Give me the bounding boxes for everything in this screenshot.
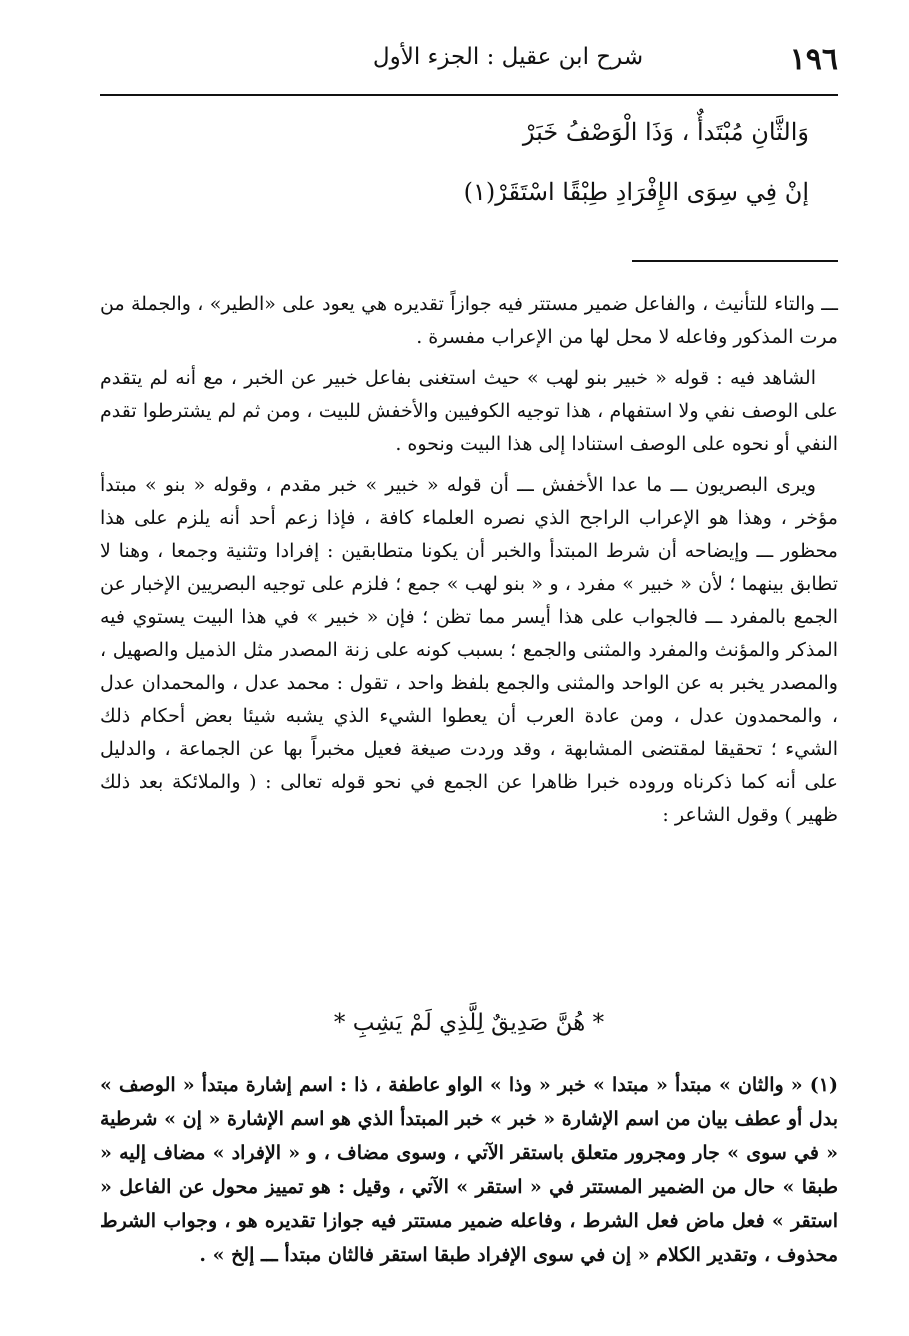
footnote-block [100,1068,838,1272]
commentary-paragraph-1: ـــ والتاء للتأنيث ، والفاعل ضمير مستتر فيه جوازاً تقديره هي يعود على «الطير» ، والجملة من مرت المذكور وفاعله لا محل لها من الإعراب مفسرة . [100,293,838,348]
footnote-text: (١) « والثان » مبتدأ « مبتدا » خبر « وذا » الواو عاطفة ، ذا : اسم إشارة مبتدأ « الوصف » بدل أو عطف بيان من اسم الإشارة « خبر » خبر المبتدأ الذي هو اسم الإشارة « إن » شرطية « في سوى » جار ومجرور متعلق باستقر الآتي ، وسوى مضاف ، و « الإفراد » مضاف إليه « طبقا » حال من الضمير المستتر في « استقر » الآتي ، وقيل : هو تمييز محول عن الفاعل « استقر » فعل ماض فعل الشرط ، وفاعله ضمير مستتر فيه جوازا تقديره هو ، وجواب الشرط محذوف ، وتقدير الكلام « إن في سوى الإفراد طبقا استقر فالثان مبتدأ ـــ إلخ » . [100,1074,838,1266]
commentary-paragraph-3: ويرى البصريون ـــ ما عدا الأخفش ـــ أن قوله « خبير » خبر مقدم ، وقوله « بنو » مبتدأ مؤخر ، وهذا هو الإعراب الراجح الذي نصره العلماء كافة ، فإذا زعم أحد أنه يلزم على هذا محظور ـــ وإيضاحه أن شرط المبتدأ والخبر أن يكونا متطابقين : إفرادا وتثنية وجمعا ، وهنا لا تطابق بينهما ؛ لأن « خبير » مفرد ، و « بنو لهب » جمع ؛ فلزم على توجيه البصريين الإخبار عن الجمع بالمفرد ـــ فالجواب على هذا أيسر مما تظن ؛ فإن « خبير » في هذا البيت يستوي فيه المذكر والمؤنث والمفرد والمثنى والجمع ؛ بسبب كونه على زنة المصدر مثل الذميل والصهيل ، والمصدر يخبر به عن الواحد والمثنى والجمع بلفظ واحد ، تقول : محمد عدل ، والمحمدان عدل ، والمحمدون عدل ، ومن عادة العرب أن يعطوا الشيء الذي يشبه شيئا بعض أحكام ذلك الشيء ؛ تحقيقا لمقتضى المشابهة ، وقد وردت صيغة فعيل مخبراً بها عن الجماعة ، والدليل على أنه كما ذكرناه وروده خبرا ظاهرا عن الجمع في نحو قوله تعالى : ( والملائكة بعد ذلك ظهير ) وقول الشاعر : [100,474,838,826]
footnote-divider [632,260,838,262]
verse-line-1: وَالثَّانِ مُبْتَدأٌ ، وَذَا الْوَصْفُ خَبَرْ [522,118,809,146]
quoted-poem-line: * هُنَّ صَدِيقٌ لِلَّذِي لَمْ يَشِبِ * [333,1010,605,1036]
verse-line-2: إنْ فِي سِوَى الإِفْرَادِ طِبْقًا اسْتَقَرْ(١) [463,178,809,206]
page-header [100,40,838,96]
commentary-paragraph-2: الشاهد فيه : قوله « خبير بنو لهب » حيث استغنى بفاعل خبير عن الخبر ، مع أنه لم يتقدم على الوصف نفي ولا استفهام ، هذا توجيه الكوفيين والأخفش للبيت ، ومن ثم لم يشترطوا تقدم النفي أو نحوه على الوصف استنادا إلى هذا البيت ونحوه . [100,367,838,455]
page-number: ١٩٦ [789,42,838,77]
commentary-block [100,288,838,840]
running-title: شرح ابن عقيل : الجزء الأول [372,44,644,70]
